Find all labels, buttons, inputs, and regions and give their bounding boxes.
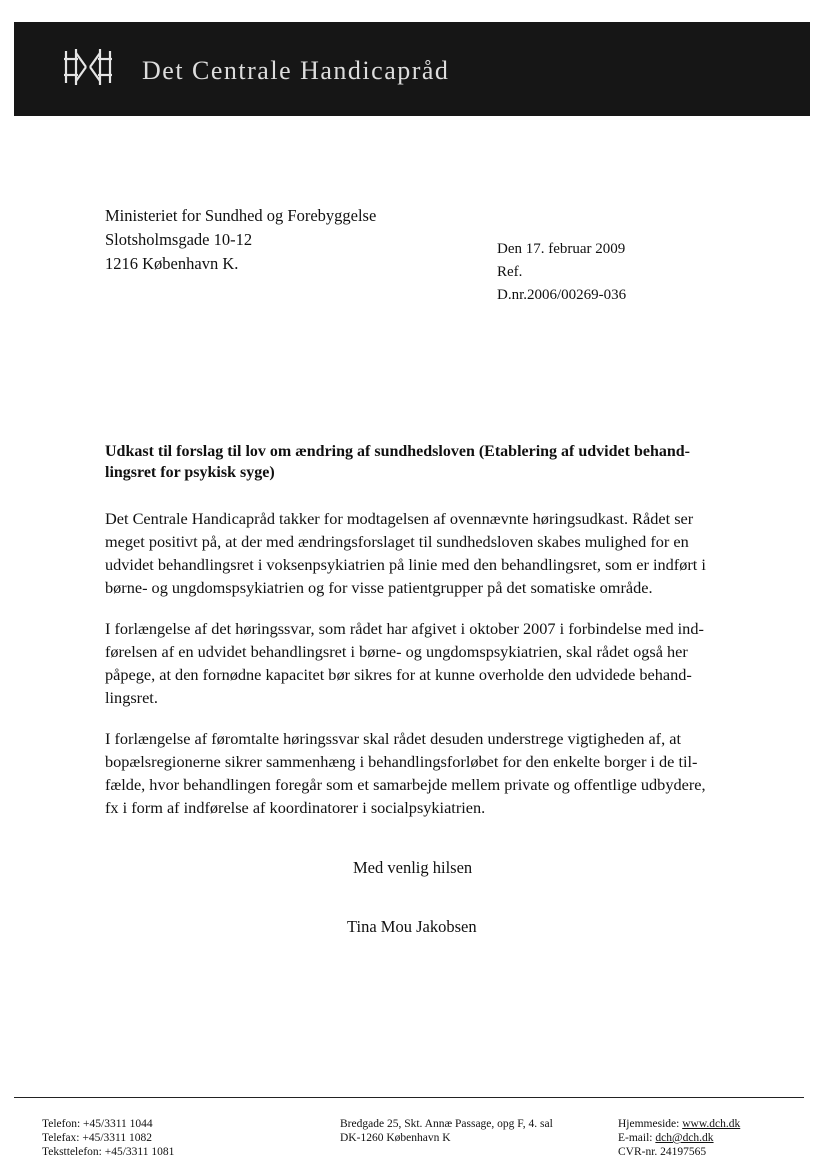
footer-textphone: Teksttelefon: +45/3311 1081 [42,1146,175,1158]
letter-ref: Ref. [497,264,523,280]
letter-subject [105,441,735,483]
handicapraad-logo-icon [62,47,114,87]
paragraph-line: udvidet behandlingsret i voksenpsykiatrien på linie med den behandlingsret, som er indført i [105,555,706,574]
paragraph-line: I forlængelse af føromtalte høringssvar skal rådet desuden understrege vigtigheden af, at [105,729,681,748]
recipient-line: 1216 København K. [105,254,239,273]
body-paragraph-1 [105,507,730,599]
paragraph-line: lingsret. [105,688,158,707]
recipient-line: Slotsholmsgade 10-12 [105,230,253,249]
footer-web-row [618,1117,740,1131]
recipient-line: Ministeriet for Sundhed og Forebyggelse [105,206,377,225]
signer-name: Tina Mou Jakobsen [347,917,477,936]
footer-contact-column [618,1117,740,1159]
subject-line: lingsret for psykisk syge) [105,464,275,481]
paragraph-line: I forlængelse af det høringssvar, som rådet har afgivet i oktober 2007 i forbindelse med ind- [105,619,704,638]
paragraph-line: fælde, hvor behandlingen foregår som et samarbejde mellem private og offentlige udbydere, [105,775,706,794]
footer-fax: Telefax: +45/3311 1082 [42,1132,153,1144]
letterhead-band [14,22,810,116]
footer-street: Bredgade 25, Skt. Annæ Passage, opg F, 4. sal [340,1118,553,1130]
paragraph-line: børne- og ungdomspsykiatrien og for visse patientgrupper på det somatiske område. [105,578,653,597]
footer-phone: Telefon: +45/3311 1044 [42,1118,153,1130]
paragraph-line: bopælsregionerne sikrer sammenhæng i behandlingsforløbet for den enkelte borger i de til- [105,752,698,771]
letter-meta [497,238,626,307]
footer-email-row [618,1131,740,1145]
paragraph-line: påpege, at den fornødne kapacitet bør sikres for at kunne overholde den udvidede behand- [105,665,692,684]
body-paragraph-2 [105,617,730,709]
website-link[interactable]: www.dch.dk [682,1118,741,1130]
footer-cvr: CVR-nr. 24197565 [618,1146,707,1158]
footer-email-label: E-mail: [618,1132,656,1144]
org-name: Det Centrale Handicapråd [142,56,450,85]
footer-address-column [340,1117,553,1145]
email-link[interactable]: dch@dch.dk [655,1132,714,1144]
paragraph-line: fx i form af indførelse af koordinatorer i socialpsykiatrien. [105,798,486,817]
letter-dnr: D.nr.2006/00269-036 [497,287,627,303]
closing-greeting: Med venlig hilsen [353,858,473,877]
footer-web-label: Hjemmeside: [618,1118,683,1130]
subject-line: Udkast til forslag til lov om ændring af sundhedsloven (Etablering af udvidet behand- [105,443,690,460]
paragraph-line: Det Centrale Handicapråd takker for modtagelsen af ovennævnte høringsudkast. Rådet ser [105,509,694,528]
letter-date: Den 17. februar 2009 [497,241,626,257]
footer-city: DK-1260 København K [340,1132,451,1144]
recipient-address [105,204,376,276]
paragraph-line: førelsen af en udvidet behandlingsret i børne- og ungdomspsykiatrien, skal rådet også her [105,642,688,661]
paragraph-line: meget positivt på, at der med ændringsforslaget til sundhedsloven skabes mulighed for en [105,532,689,551]
body-paragraph-3 [105,727,730,819]
footer-divider [14,1097,804,1098]
footer-phone-column [42,1117,174,1159]
